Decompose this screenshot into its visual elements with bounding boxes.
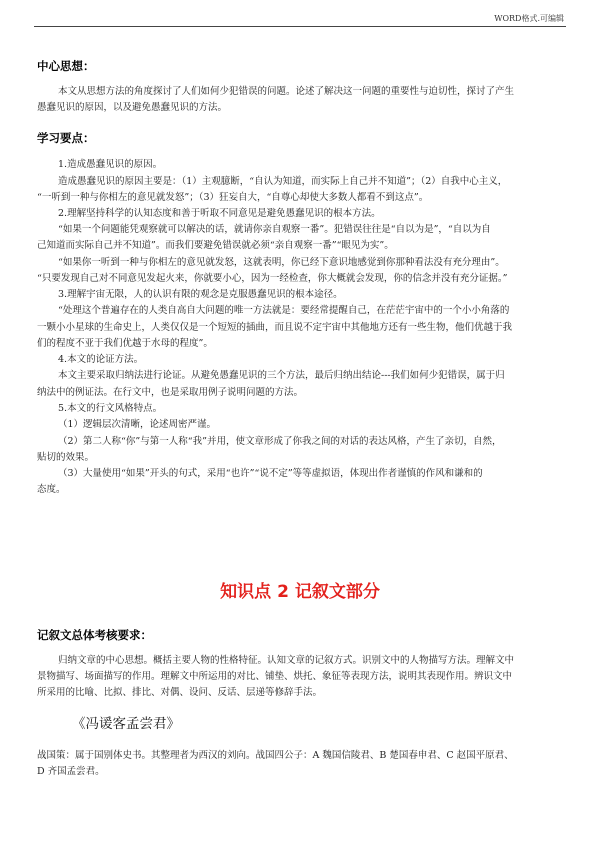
text-line: 贴切的效果。 bbox=[37, 452, 95, 463]
page-header: WORD格式.可编辑 bbox=[494, 14, 564, 23]
heading-narrative-requirements: 记叙文总体考核要求： bbox=[37, 628, 152, 642]
article-title: 《冯谖客孟尝君》 bbox=[72, 716, 180, 732]
section-title-narrative: 知识点 2 记叙文部分 bbox=[220, 582, 380, 602]
text-line: 造成愚蠢见识的原因主要是：（1）主观臆断，“自认为知道，而实际上自己并不知道”；（2）自我中心主义， bbox=[58, 176, 508, 187]
text-line: “一听到一种与你相左的意见就发怒”；（3）狂妄自大，“自尊心却使大多数人都看不到这点”。 bbox=[37, 192, 429, 203]
heading-central-idea: 中心思想： bbox=[37, 59, 95, 73]
text-line: 5.本文的行文风格特点。 bbox=[58, 403, 163, 414]
text-line: 们的程度不亚于我们优越于水母的程度”。 bbox=[37, 338, 213, 349]
text-line: “只要发现自己对不同意见发起火来，你就要小心，因为一经检查，你大概就会发现，你的信念并没有充分证据。” bbox=[37, 273, 508, 284]
text-line: 4.本文的论证方法。 bbox=[58, 354, 144, 365]
text-line: 纳法中的例证法。在行文中，也是采取用例子说明问题的方法。 bbox=[37, 387, 304, 398]
text-line: 3.理解宇宙无限，人的认识有限的观念是克服愚蠢见识的根本途径。 bbox=[58, 289, 343, 300]
text-line: “如果一个问题能凭观察就可以解决的话，就请你亲自观察一番”。犯错误往往是“自以为是”，“自以为自 bbox=[58, 224, 491, 235]
text-line: 2.理解坚持科学的认知态度和善于听取不同意见是避免愚蠢见识的根本方法。 bbox=[58, 208, 381, 219]
header-divider bbox=[34, 26, 566, 27]
text-line: 战国策：属于国别体史书。其整理者为西汉的刘向。战国四公子：A 魏国信陵君、B 楚国春申君、C 赵国平原君、 bbox=[37, 750, 514, 761]
text-line: “如果你一听到一种与你相左的意见就发怒，这就表明，你已经下意识地感觉到你那种看法没有充分理由”。 bbox=[58, 257, 505, 268]
text-line: （1）逻辑层次清晰，论述周密严谨。 bbox=[58, 419, 217, 430]
text-line: 愚蠢见识的原因，以及避免愚蠢见识的方法。 bbox=[37, 102, 228, 113]
text-line: “处理这个普遍存在的人类自高自大问题的唯一方法就是：要经常提醒自己，在茫茫宇宙中的一个小小角落的 bbox=[58, 305, 510, 316]
text-line: 态度。 bbox=[37, 484, 66, 495]
text-line: 一颗小小星球的生命史上，人类仅仅是一个短短的插曲，而且说不定宇宙中其他地方还有一些生物，他们优越于我 bbox=[37, 322, 513, 333]
text-line: 归纳文章的中心思想。概括主要人物的性格特征。认知文章的记叙方式。识别文中的人物描写方法。理解文中 bbox=[58, 655, 515, 666]
text-line: 己知道而实际自己并不知道”。而我们要避免错误就必须“亲自观察一番”“眼见为实”。 bbox=[37, 240, 394, 251]
heading-study-points: 学习要点： bbox=[37, 131, 95, 145]
text-line: 本文主要采取归纳法进行论证。从避免愚蠢见识的三个方法，最后归纳出结论---我们如何少犯错误，属于归 bbox=[58, 370, 505, 381]
text-line: D 齐国孟尝君。 bbox=[37, 766, 105, 777]
text-line: 景物描写、场面描写的作用。理解文中所运用的对比、铺垫、烘托、象征等表现方法，说明其表现作用。辨识文中 bbox=[37, 671, 513, 682]
text-line: （2）第二人称“你”与第一人称“我”并用，使文章形成了你我之间的对话的表达风格，产生了亲切，自然， bbox=[58, 436, 502, 447]
text-line: 所采用的比喻、比拟、排比、对偶、设问、反话、层递等修辞手法。 bbox=[37, 687, 323, 698]
text-line: （3）大量使用“如果”开头的句式，采用“也许”“说不定”等等虚拟语，体现出作者谨慎的作风和谦和的 bbox=[58, 468, 483, 479]
text-line: 1.造成愚蠢见识的原因。 bbox=[58, 159, 163, 170]
text-line: 本文从思想方法的角度探讨了人们如何少犯错误的问题。论述了解决这一问题的重要性与迫切性，探讨了产生 bbox=[58, 86, 515, 97]
